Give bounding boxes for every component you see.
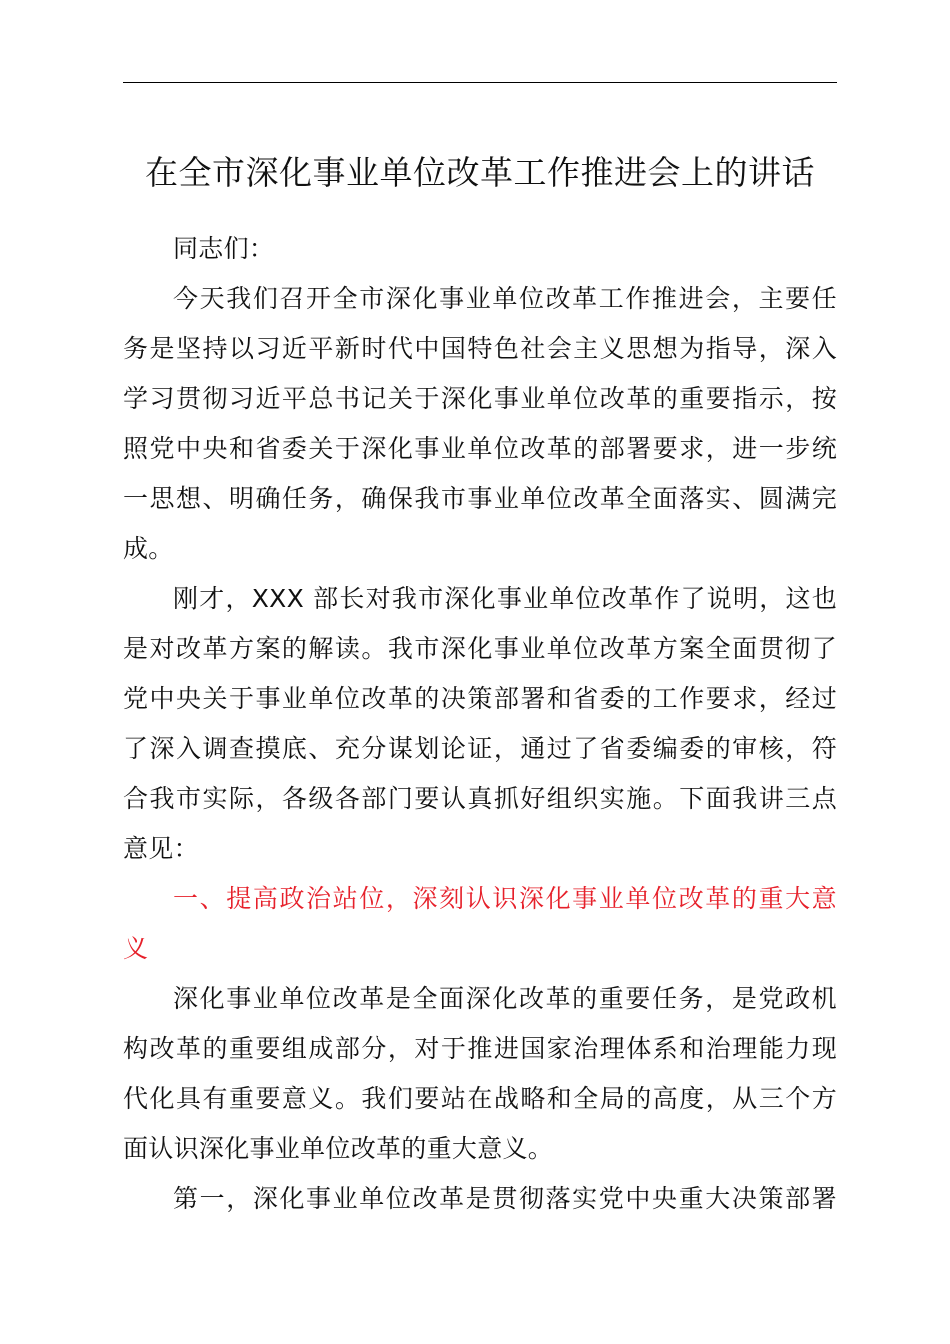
paragraph-significance (123, 974, 837, 1174)
paragraph-first-point (123, 1174, 837, 1224)
header-rule (123, 82, 837, 83)
paragraph-line: 照党中央和省委关于深化事业单位改革的部署要求，进一步统 (123, 434, 837, 463)
paragraph-line: 了深入调查摸底、充分谋划论证，通过了省委编委的审核，符 (123, 734, 837, 763)
paragraph-line: 学习贯彻习近平总书记关于深化事业单位改革的重要指示，按 (123, 384, 837, 413)
paragraph-line: 合我市实际，各级各部门要认真抓好组织实施。下面我讲三点 (123, 784, 837, 813)
paragraph-line: 一思想、明确任务，确保我市事业单位改革全面落实、圆满完 (123, 484, 837, 513)
paragraph-explanation (123, 574, 837, 874)
section-heading-1 (123, 874, 837, 974)
paragraph-line: 深化事业单位改革是全面深化改革的重要任务，是党政机 (173, 984, 837, 1013)
paragraph-line: 务是坚持以习近平新时代中国特色社会主义思想为指导，深入 (123, 334, 837, 363)
paragraph-line: 第一，深化事业单位改革是贯彻落实党中央重大决策部署 (173, 1184, 837, 1213)
document-body (123, 224, 837, 1224)
paragraph-line: 代化具有重要意义。我们要站在战略和全局的高度，从三个方 (123, 1084, 837, 1113)
heading-line: 一、提高政治站位，深刻认识深化事业单位改革的重大意 (173, 884, 837, 913)
paragraph-line: 是对改革方案的解读。我市深化事业单位改革方案全面贯彻了 (123, 634, 837, 663)
paragraph-line: 构改革的重要组成部分，对于推进国家治理体系和治理能力现 (123, 1034, 837, 1063)
salutation: 同志们： (173, 234, 275, 263)
paragraph-line: 成。 (123, 534, 174, 563)
paragraph-line: 刚才，XXX 部长对我市深化事业单位改革作了说明，这也 (173, 584, 837, 613)
heading-line: 义 (123, 934, 149, 963)
paragraph-line: 面认识深化事业单位改革的重大意义。 (123, 1134, 554, 1163)
paragraph-line: 党中央关于事业单位改革的决策部署和省委的工作要求，经过 (123, 684, 837, 713)
paragraph-intro (123, 274, 837, 574)
paragraph-line: 意见： (123, 834, 199, 863)
document-title: 在全市深化事业单位改革工作推进会上的讲话 (145, 153, 815, 192)
paragraph-line: 今天我们召开全市深化事业单位改革工作推进会，主要任 (173, 284, 837, 313)
